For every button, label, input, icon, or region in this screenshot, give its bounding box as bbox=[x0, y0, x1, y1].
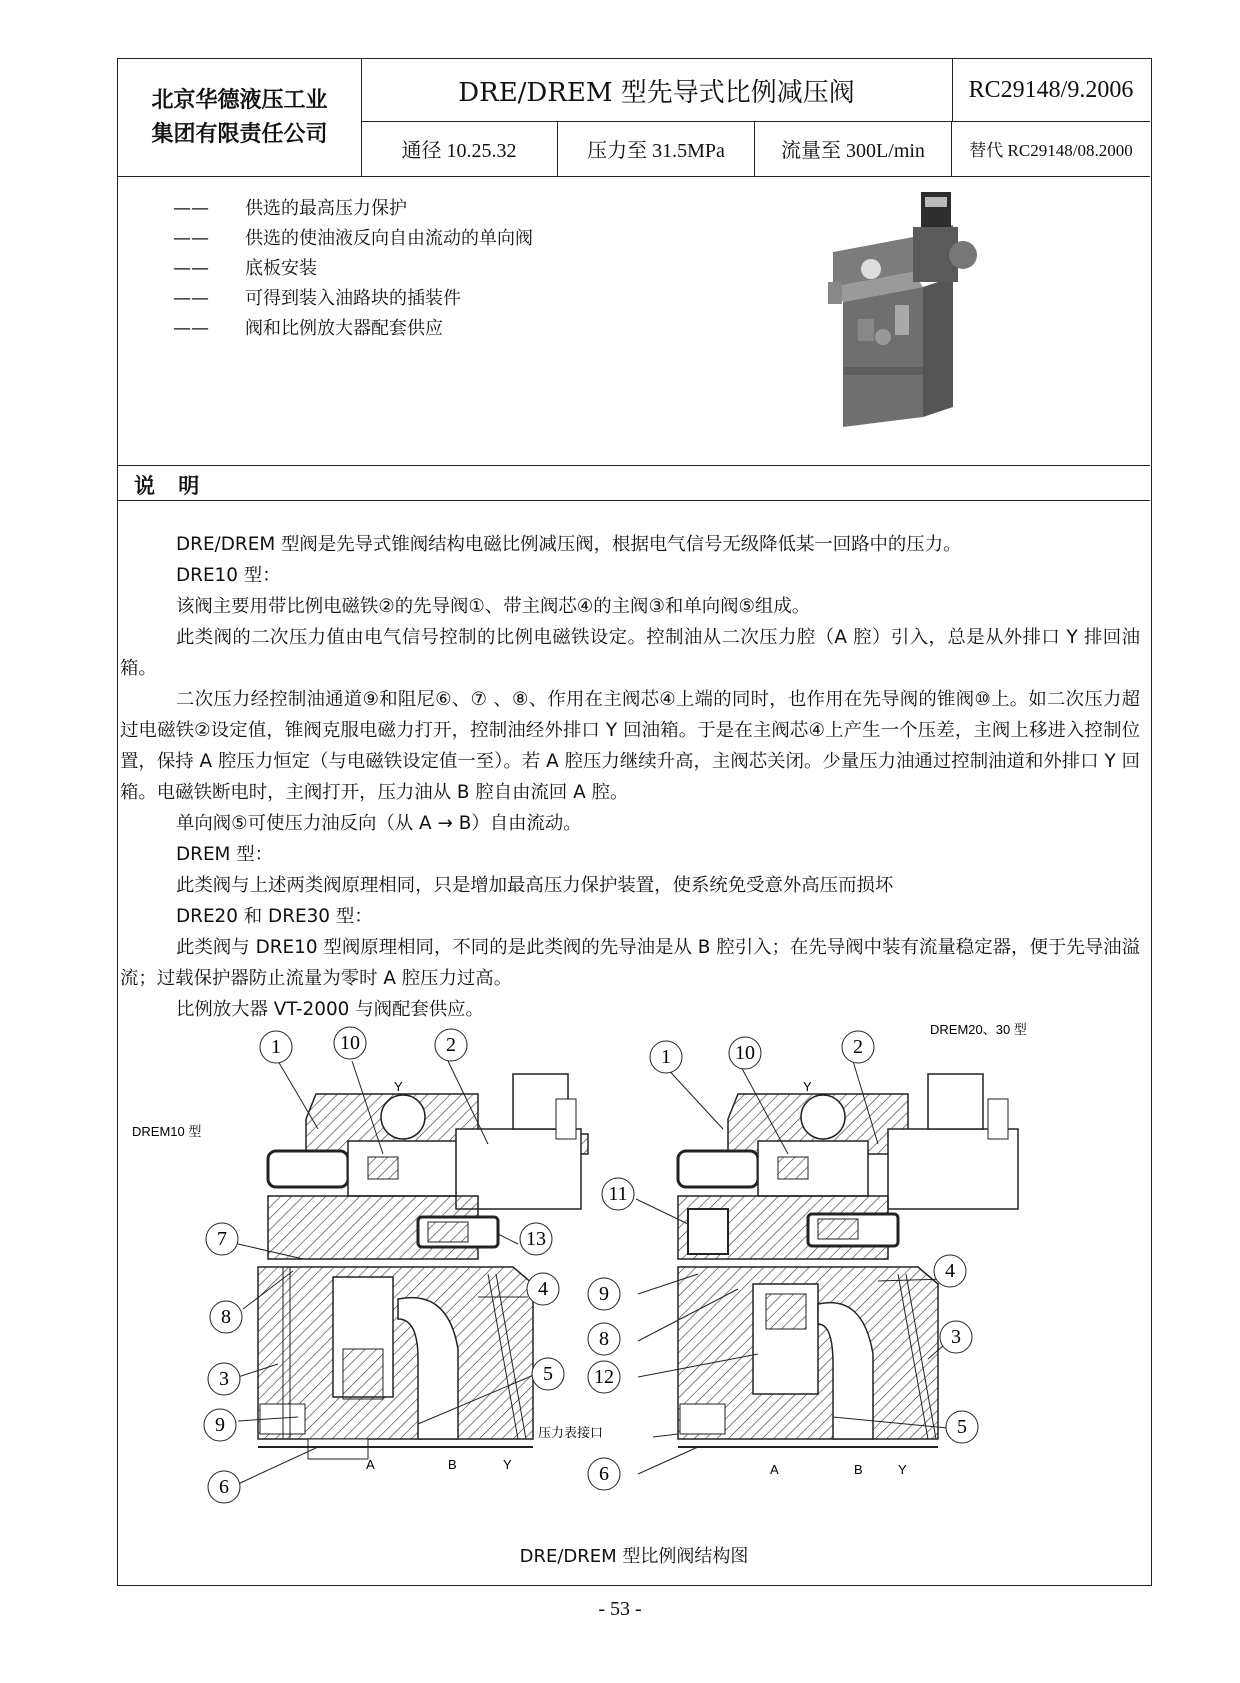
left-type-label: DREM10 型 bbox=[132, 1124, 202, 1139]
callout-number: 1 bbox=[271, 1036, 281, 1058]
paragraph: 二次压力经控制油通道⑨和阻尼⑥、⑦ 、⑧、作用在主阀芯④上端的同时，也作用在先导阀的锥阀⑩上。如二次压力超过电磁铁②设定值，锥阀克服电磁力打开，控制油经外排口 Y 回油箱。于是在主阀芯④上产生一个压差，主阀上移进入控制位置，保持 A 腔压力恒定（与电磁铁设定值一至）。若 A 腔压力继续升高，主阀芯关闭。少量压力油通过控制油道和外排口 Y 回箱。电磁铁断电时，主阀打开，压力油从 B 腔自由流回 A 腔。 bbox=[120, 689, 1140, 803]
feature-dash: —— bbox=[173, 318, 209, 339]
callout-number: 10 bbox=[340, 1032, 360, 1054]
paragraph: 单向阀⑤可使压力油反向（从 A → B）自由流动。 bbox=[176, 813, 582, 834]
description-text bbox=[120, 529, 1140, 1025]
page-title: DRE/DREM 型先导式比例减压阀 bbox=[361, 59, 953, 122]
callout-number: 3 bbox=[951, 1326, 961, 1348]
feature-dash: —— bbox=[173, 258, 209, 279]
paragraph: 此类阀的二次压力值由电气信号控制的比例电磁铁设定。控制油从二次压力腔（A 腔）引入，总是从外排口 Y 排回油箱。 bbox=[120, 627, 1140, 679]
feature-text: 底板安装 bbox=[245, 258, 317, 279]
callout-number: 1 bbox=[661, 1046, 671, 1068]
feature-item bbox=[173, 314, 533, 344]
callout-number: 8 bbox=[599, 1328, 609, 1350]
callout-number: 2 bbox=[853, 1036, 863, 1058]
feature-dash: —— bbox=[173, 288, 209, 309]
callout-number: 3 bbox=[219, 1368, 229, 1390]
callout-number: 4 bbox=[538, 1278, 548, 1300]
feature-item bbox=[173, 254, 533, 284]
feature-text: 供选的最高压力保护 bbox=[245, 198, 407, 219]
company-name bbox=[118, 59, 362, 176]
valve-structure-diagram bbox=[118, 1019, 1150, 1539]
company-line2: 集团有限责任公司 bbox=[151, 121, 328, 147]
right-valve-section bbox=[678, 1074, 1018, 1447]
port-b-label: B bbox=[854, 1462, 863, 1477]
port-y-bottom-label: Y bbox=[898, 1462, 907, 1477]
feature-dash: —— bbox=[173, 228, 209, 249]
callout-number: 11 bbox=[608, 1183, 628, 1205]
valve-product-photo bbox=[803, 187, 1003, 447]
port-b-label: B bbox=[448, 1457, 457, 1472]
callout-number: 7 bbox=[217, 1228, 227, 1250]
callout-number: 9 bbox=[215, 1414, 225, 1436]
spec-size: 通径 10.25.32 bbox=[361, 121, 558, 176]
port-a-label: A bbox=[770, 1462, 779, 1477]
section-header bbox=[118, 465, 1150, 501]
port-y-label: Y bbox=[803, 1079, 812, 1094]
port-a-label: A bbox=[366, 1457, 375, 1472]
feature-text: 可得到装入油路块的插装件 bbox=[245, 288, 461, 309]
feature-item bbox=[173, 284, 533, 314]
paragraph: DREM 型： bbox=[176, 844, 274, 865]
spec-pressure: 压力至 31.5MPa bbox=[558, 121, 755, 176]
feature-list bbox=[173, 194, 533, 344]
doc-number: RC29148/9.2006 bbox=[952, 59, 1150, 122]
page-frame bbox=[117, 58, 1152, 1586]
callout-number: 13 bbox=[526, 1228, 546, 1250]
section-title: 说 明 bbox=[134, 474, 208, 498]
callout-number: 2 bbox=[446, 1034, 456, 1056]
callout-number: 6 bbox=[219, 1476, 229, 1498]
port-y-bottom-label: Y bbox=[503, 1457, 512, 1472]
header-table bbox=[118, 59, 1150, 177]
callout-number: 12 bbox=[594, 1366, 614, 1388]
callout-number: 5 bbox=[543, 1363, 553, 1385]
callout-number: 4 bbox=[945, 1260, 955, 1282]
feature-dash: —— bbox=[173, 198, 209, 219]
callout-number: 10 bbox=[735, 1042, 755, 1064]
feature-text: 阀和比例放大器配套供应 bbox=[245, 318, 443, 339]
port-y-label: Y bbox=[394, 1079, 403, 1094]
paragraph: 此类阀与上述两类阀原理相同，只是增加最高压力保护装置，使系统免受意外高压而损坏 bbox=[176, 875, 894, 896]
feature-item bbox=[173, 194, 533, 224]
callout-number: 6 bbox=[599, 1463, 609, 1485]
right-type-label: DREM20、30 型 bbox=[930, 1022, 1027, 1037]
left-valve-section bbox=[258, 1074, 588, 1459]
callout-number: 9 bbox=[599, 1283, 609, 1305]
feature-item bbox=[173, 224, 533, 254]
diagram-caption: DRE/DREM 型比例阀结构图 bbox=[519, 1546, 749, 1567]
page-number: - 53 - bbox=[598, 1598, 642, 1620]
paragraph: 比例放大器 VT-2000 与阀配套供应。 bbox=[176, 999, 484, 1020]
feature-text: 供选的使油液反向自由流动的单向阀 bbox=[245, 228, 533, 249]
paragraph: 此类阀与 DRE10 型阀原理相同，不同的是此类阀的先导油是从 B 腔引入；在先导阀中装有流量稳定器，便于先导油溢流；过载保护器防止流量为零时 A 腔压力过高。 bbox=[120, 937, 1140, 989]
spec-flow: 流量至 300L/min bbox=[755, 121, 952, 176]
callout-number: 8 bbox=[221, 1306, 231, 1328]
callout-number: 5 bbox=[957, 1416, 967, 1438]
spec-replaces: 替代 RC29148/08.2000 bbox=[969, 141, 1133, 160]
paragraph: DRE10 型： bbox=[176, 565, 281, 586]
paragraph: DRE/DREM 型阀是先导式锥阀结构电磁比例减压阀，根据电气信号无级降低某一回路中的压力。 bbox=[176, 534, 962, 555]
paragraph: 该阀主要用带比例电磁铁②的先导阀①、带主阀芯④的主阀③和单向阀⑤组成。 bbox=[176, 596, 811, 617]
company-line1: 北京华德液压工业 bbox=[151, 87, 328, 113]
gauge-port-label: 压力表接口 bbox=[538, 1425, 604, 1440]
paragraph: DRE20 和 DRE30 型： bbox=[176, 906, 373, 927]
